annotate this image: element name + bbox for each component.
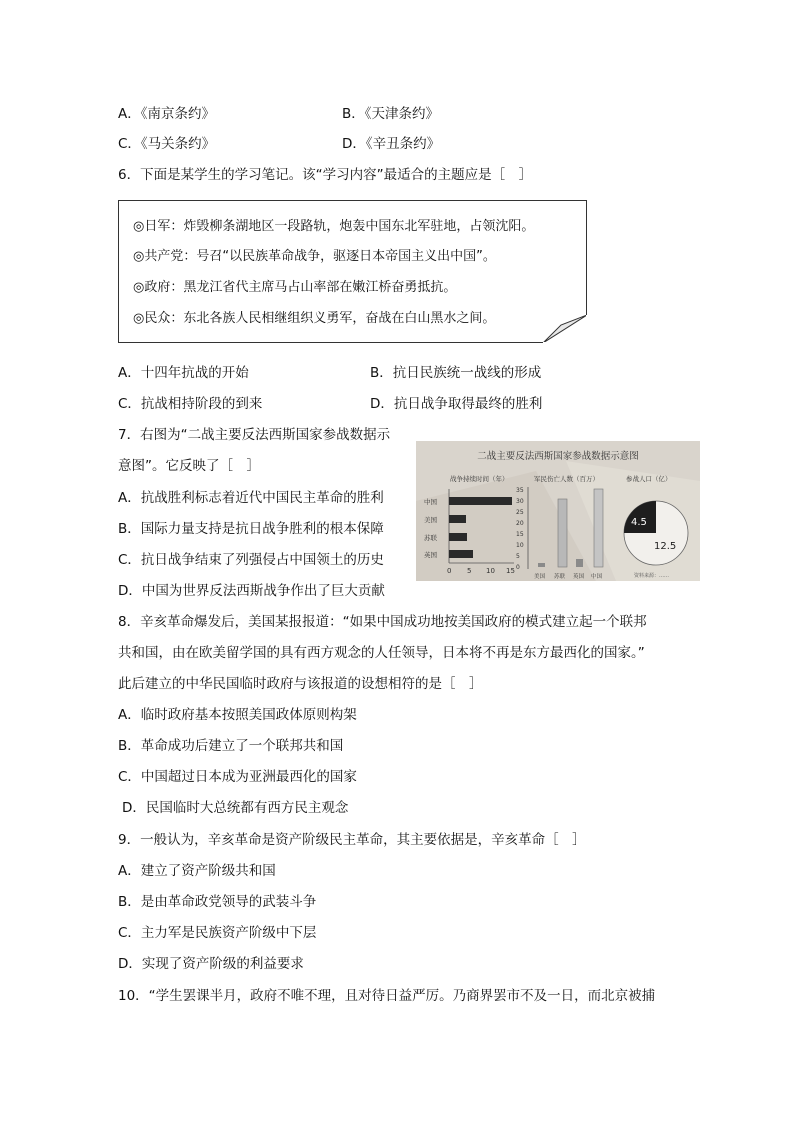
q9-option-b: B．是由革命政党领导的武装斗争 — [118, 894, 317, 910]
q7-stem-line2: 意图”。它反映了［ ］ — [118, 458, 260, 474]
y-tick: 20 — [516, 520, 524, 527]
y-tick: 5 — [516, 553, 520, 560]
note-item: ◎共产党：号召“以民族革命战争，驱逐日本帝国主义出中国”。 — [133, 249, 496, 264]
y-tick: 30 — [516, 498, 524, 505]
x-tick: 15 — [506, 567, 515, 575]
x-tick: 0 — [447, 567, 452, 575]
q7-option-c: C．抗日战争结束了列强侵占中国领土的历史 — [118, 552, 384, 568]
note-item: ◎日军：炸毁柳条湖地区一段路轨，炮轰中国东北军驻地，占领沈阳。 — [133, 219, 535, 234]
q8-line2: 共和国，由在欧美留学国的具有西方观念的人任领导，日本将不再是东方最西化的国家。” — [118, 645, 645, 661]
q5-option-d: D．《辛丑条约》 — [342, 136, 441, 152]
column-label: 英国 — [573, 574, 585, 580]
q5-option-c: C．《马关条约》 — [118, 136, 216, 152]
y-tick: 10 — [516, 542, 524, 549]
pie-value: 4.5 — [631, 517, 647, 528]
country-label: 苏联 — [424, 534, 437, 542]
q6-stem: 6．下面是某学生的学习笔记。该“学习内容”最适合的主题应是［ ］ — [118, 167, 533, 183]
country-label: 中国 — [424, 498, 437, 506]
q9-option-a: A．建立了资产阶级共和国 — [118, 863, 276, 879]
war-data-figure — [416, 441, 700, 581]
q8-line1: 8．辛亥革命爆发后，美国某报报道：“如果中国成功地按美国政府的模式建立起一个联邦 — [118, 614, 647, 630]
column-label: 苏联 — [554, 574, 566, 580]
page-curl-icon — [543, 315, 587, 343]
y-tick: 15 — [516, 531, 524, 538]
panel3-label: 参战人口（亿） — [626, 475, 672, 483]
q9-option-c: C．主力军是民族资产阶级中下层 — [118, 925, 317, 941]
q9-stem: 9．一般认为，辛亥革命是资产阶级民主革命，其主要依据是，辛亥革命［ ］ — [118, 832, 586, 848]
q9-option-d: D．实现了资产阶级的利益要求 — [118, 956, 304, 972]
panel2-label: 军民伤亡人数（百万） — [534, 475, 599, 483]
study-note-box — [118, 200, 587, 343]
note-item: ◎民众：东北各族人民相继组织义勇军，奋战在白山黑水之间。 — [133, 311, 496, 326]
q10-stem: 10．“学生罢课半月，政府不唯不理，且对待日益严厉。乃商界罢市不及一日，而北京被捕 — [118, 988, 656, 1004]
y-tick: 35 — [516, 487, 524, 494]
q8-line3: 此后建立的中华民国临时政府与该报道的设想相符的是［ ］ — [118, 676, 483, 692]
q7-option-b: B．国际力量支持是抗日战争胜利的根本保障 — [118, 521, 384, 537]
q6-option-d: D．抗日战争取得最终的胜利 — [370, 396, 543, 412]
y-tick: 25 — [516, 509, 524, 516]
q7-option-d: D．中国为世界反法西斯战争作出了巨大贡献 — [118, 583, 385, 599]
column-label: 中国 — [591, 574, 603, 580]
q5-option-a: A．《南京条约》 — [118, 106, 215, 122]
q8-option-d: D．民国临时大总统都有西方民主观念 — [122, 800, 349, 816]
q8-option-b: B．革命成功后建立了一个联邦共和国 — [118, 738, 344, 754]
q8-option-c: C．中国超过日本成为亚洲最西化的国家 — [118, 769, 357, 785]
y-tick: 0 — [516, 564, 520, 571]
q6-option-a: A．十四年抗战的开始 — [118, 365, 249, 381]
q5-option-b: B．《天津条约》 — [342, 106, 440, 122]
pie-value: 12.5 — [654, 541, 677, 552]
q8-option-a: A．临时政府基本按照美国政体原则构架 — [118, 707, 357, 723]
panel1-label: 战争持续时间（年） — [450, 475, 509, 483]
note-item: ◎政府：黑龙江省代主席马占山率部在嫩江桥奋勇抵抗。 — [133, 280, 457, 295]
x-tick: 10 — [486, 567, 495, 575]
country-label: 英国 — [424, 551, 437, 559]
column-label: 美国 — [534, 574, 546, 580]
x-tick: 5 — [467, 567, 472, 575]
q6-option-c: C．抗战相持阶段的到来 — [118, 396, 263, 412]
country-label: 美国 — [424, 516, 437, 524]
q6-option-b: B．抗日民族统一战线的形成 — [370, 365, 542, 381]
q7-option-a: A．抗战胜利标志着近代中国民主革命的胜利 — [118, 490, 384, 506]
figure-title: 二战主要反法西斯国家参战数据示意图 — [477, 451, 639, 462]
figure-credit: 资料来源：…… — [634, 573, 670, 579]
q7-stem-line1: 7．右图为“二战主要反法西斯国家参战数据示 — [118, 427, 391, 443]
